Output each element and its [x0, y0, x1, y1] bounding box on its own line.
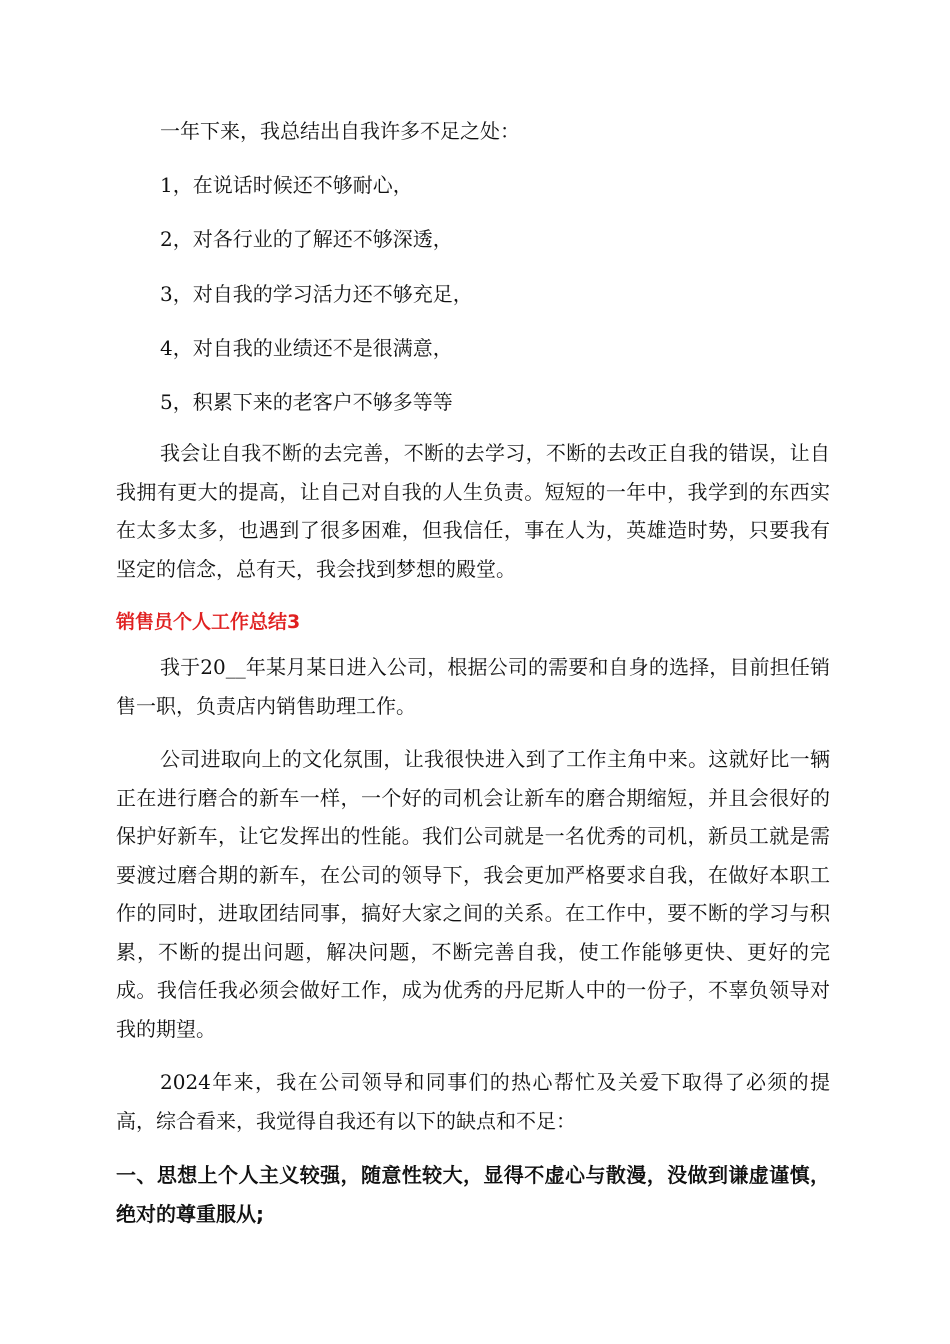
list-item: 5，积累下来的老客户不够多等等 [160, 390, 453, 414]
body-paragraph: 2024年来，我在公司领导和同事们的热心帮忙及关爱下取得了必须的提高，综合看来，我觉得自我还有以下的缺点和不足： [116, 1070, 830, 1133]
list-item: 3，对自我的学习活力还不够充足， [160, 282, 473, 306]
section-heading: 销售员个人工作总结3 [116, 611, 301, 633]
bold-point: 一、思想上个人主义较强，随意性较大，显得不虚心与散漫，没做到谦虚谨慎，绝对的尊重服从; [116, 1163, 830, 1226]
list-intro: 一年下来，我总结出自我许多不足之处： [160, 119, 520, 143]
closing-paragraph: 我会让自我不断的去完善，不断的去学习，不断的去改正自我的错误，让自我拥有更大的提高，让自己对自我的人生负责。短短的一年中，我学到的东西实在太多太多，也遇到了很多困难，但我信任，事在人为，英雄造时势，只要我有坚定的信念，总有天，我会找到梦想的殿堂。 [116, 441, 830, 581]
list-item: 1，在说话时候还不够耐心， [160, 173, 413, 197]
list-item: 2，对各行业的了解还不够深透， [160, 227, 453, 251]
body-paragraph: 我于20__年某月某日进入公司，根据公司的需要和自身的选择，目前担任销售一职，负责店内销售助理工作。 [116, 655, 830, 718]
body-paragraph: 公司进取向上的文化氛围，让我很快进入到了工作主角中来。这就好比一辆正在进行磨合的新车一样，一个好的司机会让新车的磨合期缩短，并且会很好的保护好新车，让它发挥出的性能。我们公司就是一名优秀的司机，新员工就是需要渡过磨合期的新车，在公司的领导下，我会更加严格要求自我，在做好本职工作的同时，进取团结同事，搞好大家之间的关系。在工作中，要不断的学习与积累，不断的提出问题，解决问题，不断完善自我，使工作能够更快、更好的完成。我信任我必须会做好工作，成为优秀的丹尼斯人中的一份子，不辜负领导对我的期望。 [116, 747, 830, 1041]
list-item: 4，对自我的业绩还不是很满意， [160, 336, 453, 360]
